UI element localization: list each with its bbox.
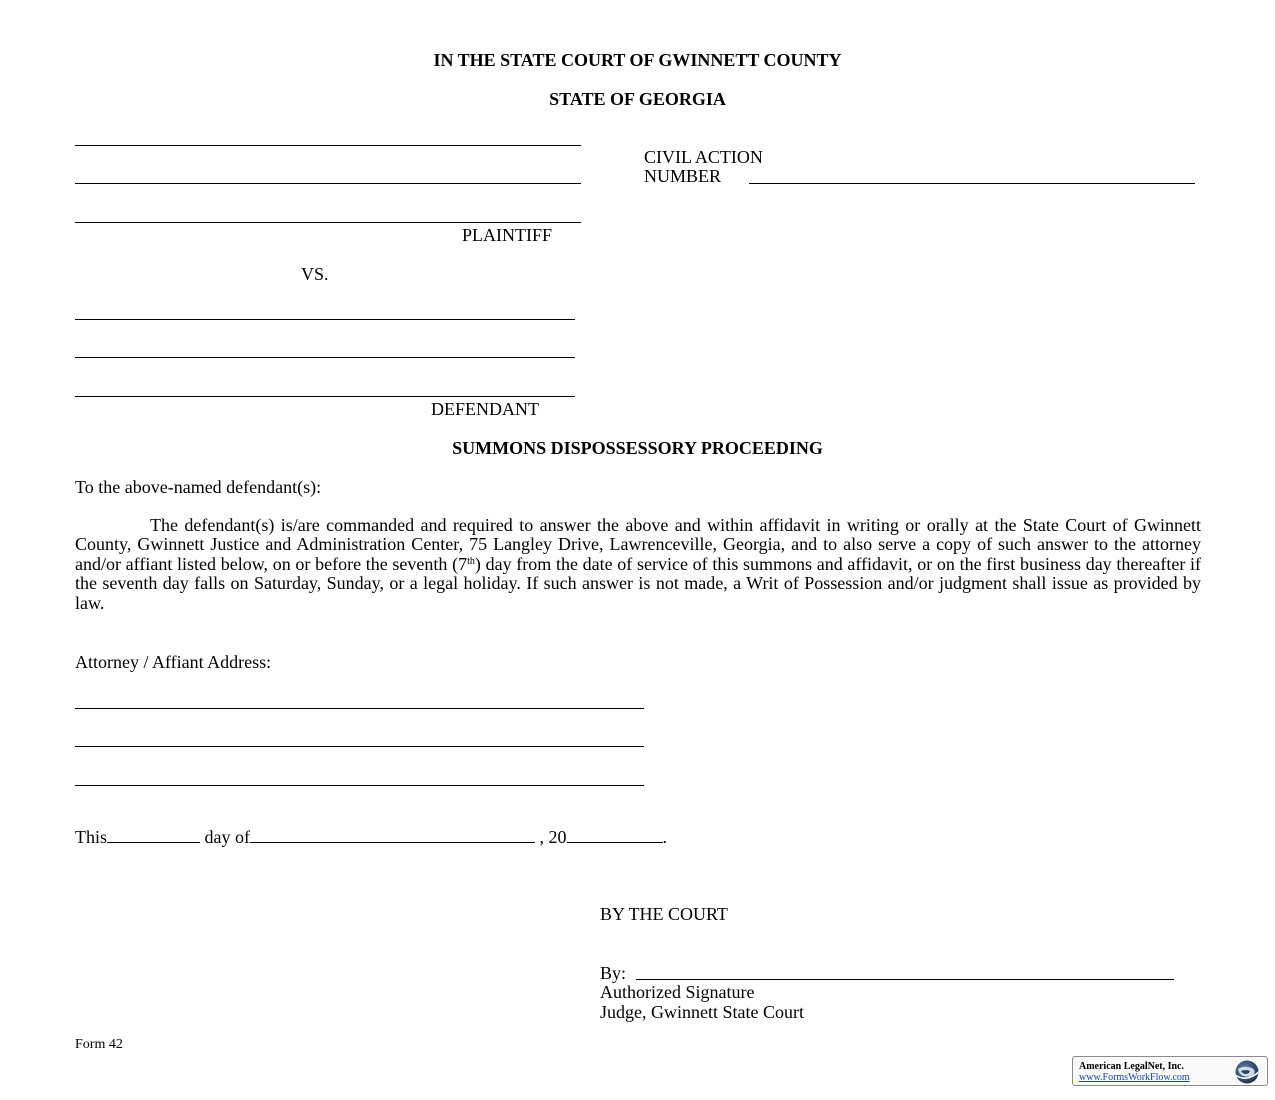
vs-label: VS. [301,264,329,284]
year-prefix: , 20 [539,827,567,847]
authorized-signature-label: Authorized Signature [600,982,755,1002]
date-line [75,827,667,847]
logo-company-name: American LegalNet, Inc. [1079,1061,1184,1072]
court-title: IN THE STATE COURT OF GWINNETT COUNTY [433,50,842,70]
defendant-label: DEFENDANT [431,399,539,419]
month-blank[interactable] [250,828,535,843]
state-title: STATE OF GEORGIA [549,89,726,109]
defendant-line-3[interactable] [75,396,575,397]
plaintiff-line-3[interactable] [75,222,581,223]
document-title: SUMMONS DISPOSSESSORY PROCEEDING [452,438,823,458]
logo-url-link[interactable]: www.FormsWorkFlow.com [1079,1072,1190,1083]
attorney-address-line-2[interactable] [75,746,644,747]
by-label: By: [600,963,627,983]
case-number-line[interactable] [749,183,1195,184]
year-blank[interactable] [567,828,663,843]
civil-action-label: CIVIL ACTION [644,147,763,167]
form-number: Form 42 [75,1037,123,1052]
attorney-address-line-3[interactable] [75,785,644,786]
defendant-line-1[interactable] [75,319,575,320]
date-period: . [662,827,667,847]
paragraph-text-start: The defendant(s) is/are commanded and required to answer the above and within affidavit in writing or orally at the State Court of Gwinnett County, Gwinnett Justice and Administration Center, 75 Langley Drive, Lawrenceville, Georgia, and to also serve a copy of such answer to the attorney and/or affiant listed below, on or before the seventh (7 [75,515,1201,574]
attorney-address-label: Attorney / Affiant Address: [75,652,272,672]
judge-label: Judge, Gwinnett State Court [600,1002,804,1022]
american-legalnet-logo[interactable] [1072,1056,1268,1086]
this-label: This [75,827,108,847]
salutation: To the above-named defendant(s): [75,477,322,497]
paragraph-text-end: ) day from the date of service of this summons and affidavit, or on the first business day thereafter if the seventh day falls on Saturday, Sunday, or a legal holiday. If such answer is not made, a Writ of Possession and/or judgment shall issue as provided by law. [75,553,1201,613]
number-label: NUMBER [644,166,722,186]
by-the-court-label: BY THE COURT [600,904,728,924]
defendant-line-2[interactable] [75,357,575,358]
plaintiff-label: PLAINTIFF [462,225,553,245]
day-blank[interactable] [107,828,200,843]
ordinal-suffix: th [467,555,475,567]
summons-paragraph [75,516,1201,613]
day-of-label: day of [204,827,250,847]
globe-icon [1230,1059,1264,1085]
plaintiff-line-2[interactable] [75,183,581,184]
signature-line[interactable] [636,979,1174,980]
attorney-address-line-1[interactable] [75,708,644,709]
plaintiff-line-1[interactable] [75,145,581,146]
